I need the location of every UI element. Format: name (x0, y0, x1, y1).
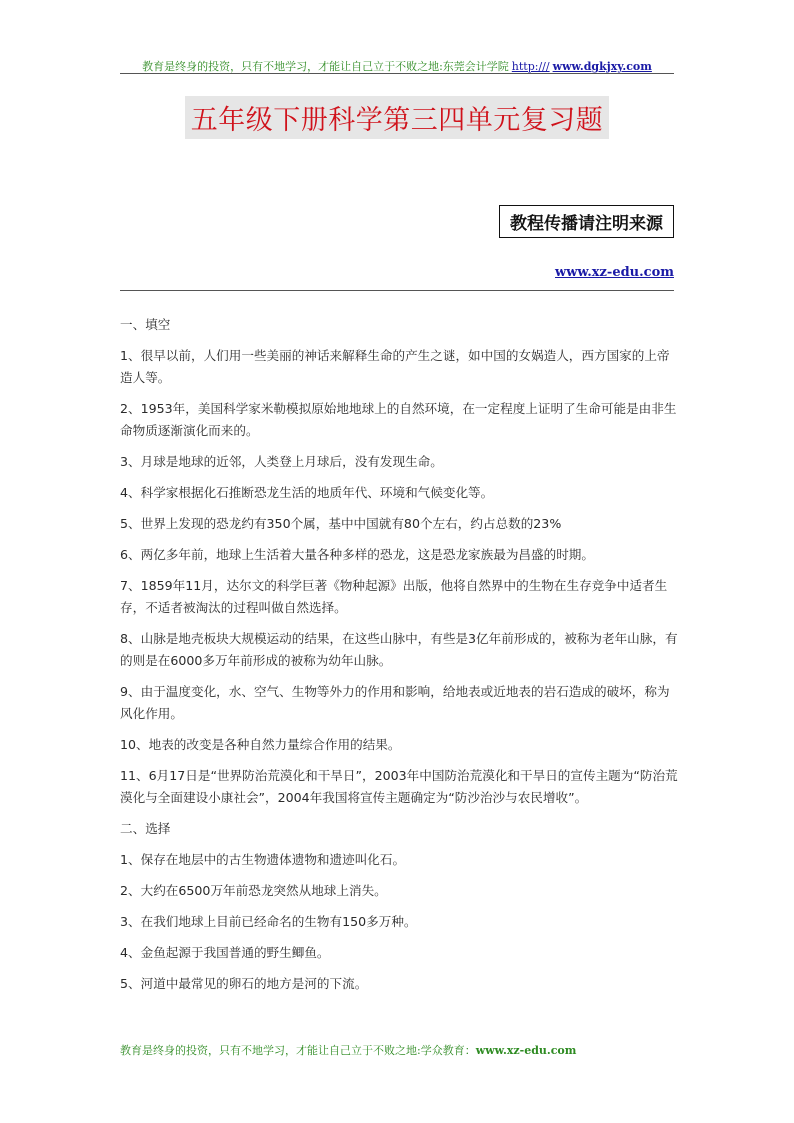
title-container (0, 96, 794, 139)
section-heading-fill: 一、填空 (120, 317, 171, 332)
page-footer (120, 1042, 576, 1058)
header-url-link[interactable]: www.dgkjxy.com (552, 60, 652, 73)
choice-item: 1、保存在地层中的古生物遗体遗物和遗迹叫化石。 (120, 852, 406, 867)
choice-item: 3、在我们地球上目前已经命名的生物有150多万种。 (120, 914, 417, 929)
fill-item: 2、1953年，美国科学家米勒模拟原始地地球上的自然环境，在一定程度上证明了生命可能是由非生命物质逐渐演化而来的。 (120, 401, 677, 438)
fill-item: 4、科学家根据化石推断恐龙生活的地质年代、环境和气候变化等。 (120, 485, 494, 500)
footer-url[interactable]: www.xz-edu.com (475, 1044, 577, 1057)
fill-item: 11、6月17日是“世界防治荒漠化和干旱日”，2003年中国防治荒漠化和干旱日的宣传主题为“防治荒漠化与全面建设小康社会”，2004年我国将宣传主题确定为“防沙治沙与农民增收”。 (120, 768, 678, 805)
page-title: 五年级下册科学第三四单元复习题 (185, 96, 610, 139)
fill-item: 7、1859年11月，达尔文的科学巨著《物种起源》出版，他将自然界中的生物在生存竞争中适者生存，不适者被淘汰的过程叫做自然选择。 (120, 578, 668, 615)
choice-item: 2、大约在6500万年前恐龙突然从地球上消失。 (120, 883, 387, 898)
fill-item: 9、由于温度变化，水、空气、生物等外力的作用和影响，给地表或近地表的岩石造成的破坏，称为风化作用。 (120, 684, 670, 721)
source-notice-box: 教程传播请注明来源 (499, 205, 674, 238)
section-heading-choice: 二、选择 (120, 821, 171, 836)
choice-item: 4、金鱼起源于我国普通的野生鲫鱼。 (120, 945, 330, 960)
header-divider (120, 73, 674, 74)
fill-item: 5、世界上发现的恐龙约有350个属，基中中国就有80个左右，约占总数的23% (120, 516, 562, 531)
document-body (120, 314, 680, 1004)
header-motto: 教育是终身的投资，只有不地学习，才能让自己立于不败之地:东莞会计学院 (142, 60, 509, 73)
fill-item: 8、山脉是地壳板块大规模运动的结果，在这些山脉中，有些是3亿年前形成的，被称为老年山脉，有的则是在6000多万年前形成的被称为幼年山脉。 (120, 631, 678, 668)
site-link[interactable]: www.xz-edu.com (555, 265, 674, 280)
fill-item: 6、两亿多年前，地球上生活着大量各种多样的恐龙，这是恐龙家族最为昌盛的时期。 (120, 547, 594, 562)
footer-motto: 教育是终身的投资，只有不地学习，才能让自己立于不败之地:学众教育： (120, 1044, 476, 1057)
choice-item: 5、河道中最常见的卵石的地方是河的下流。 (120, 976, 368, 991)
fill-item: 3、月球是地球的近邻，人类登上月球后，没有发现生命。 (120, 454, 443, 469)
content-divider (120, 290, 674, 291)
page-header (120, 58, 674, 74)
fill-item: 1、很早以前，人们用一些美丽的神话来解释生命的产生之谜，如中国的女娲造人，西方国家的上帝造人等。 (120, 348, 670, 385)
header-http-link[interactable]: http:/// (511, 60, 550, 73)
fill-item: 10、地表的改变是各种自然力量综合作用的结果。 (120, 737, 401, 752)
